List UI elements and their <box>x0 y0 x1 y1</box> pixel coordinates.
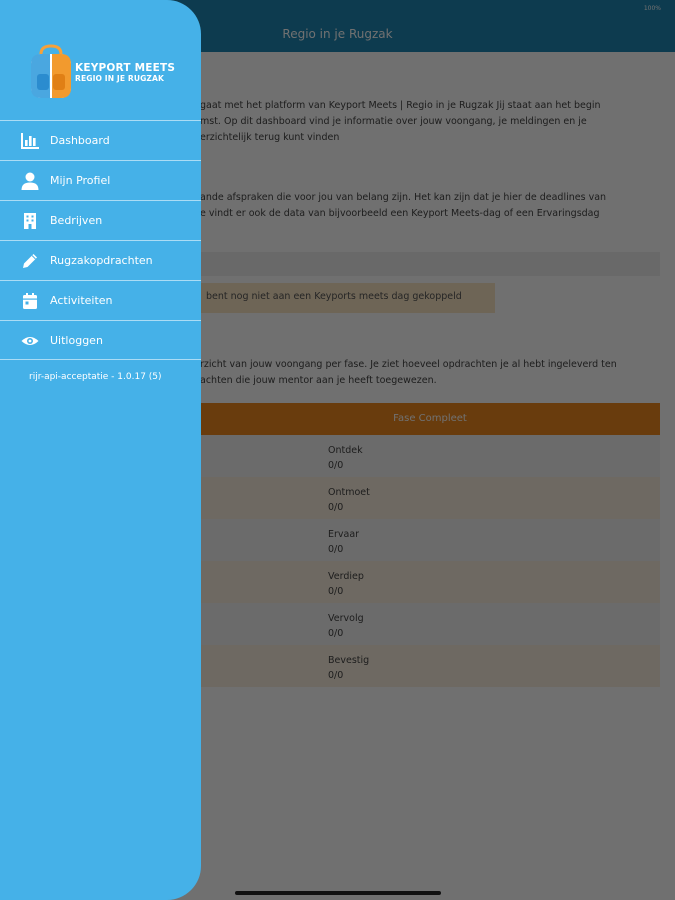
drawer-menu <box>0 120 201 360</box>
calendar-icon <box>20 291 40 311</box>
menu-item-label: Mijn Profiel <box>50 174 111 187</box>
backpack-logo-icon <box>25 44 77 102</box>
menu-item-label: Activiteiten <box>50 294 113 307</box>
logo-title: KEYPORT MEETS <box>75 62 176 74</box>
eye-icon <box>20 331 40 351</box>
app-logo <box>0 40 201 100</box>
bar-chart-icon <box>20 131 40 151</box>
logo-subtitle: REGIO IN JE RUGZAK <box>75 74 164 83</box>
menu-item-label: Bedrijven <box>50 214 103 227</box>
menu-item-label: Uitloggen <box>50 334 103 347</box>
user-icon <box>20 171 40 191</box>
menu-item-mijn-profiel[interactable] <box>0 160 201 200</box>
navigation-drawer <box>0 0 201 900</box>
building-icon <box>20 211 40 231</box>
pencil-icon <box>20 251 40 271</box>
home-indicator[interactable] <box>235 891 441 895</box>
menu-item-uitloggen[interactable] <box>0 320 201 360</box>
menu-item-dashboard[interactable] <box>0 120 201 160</box>
menu-item-activiteiten[interactable] <box>0 280 201 320</box>
menu-item-label: Rugzakopdrachten <box>50 254 153 267</box>
menu-item-label: Dashboard <box>50 134 110 147</box>
menu-item-rugzakopdrachten[interactable] <box>0 240 201 280</box>
menu-item-bedrijven[interactable] <box>0 200 201 240</box>
app-version-label: rijr-api-acceptatie - 1.0.17 (5) <box>29 372 162 382</box>
